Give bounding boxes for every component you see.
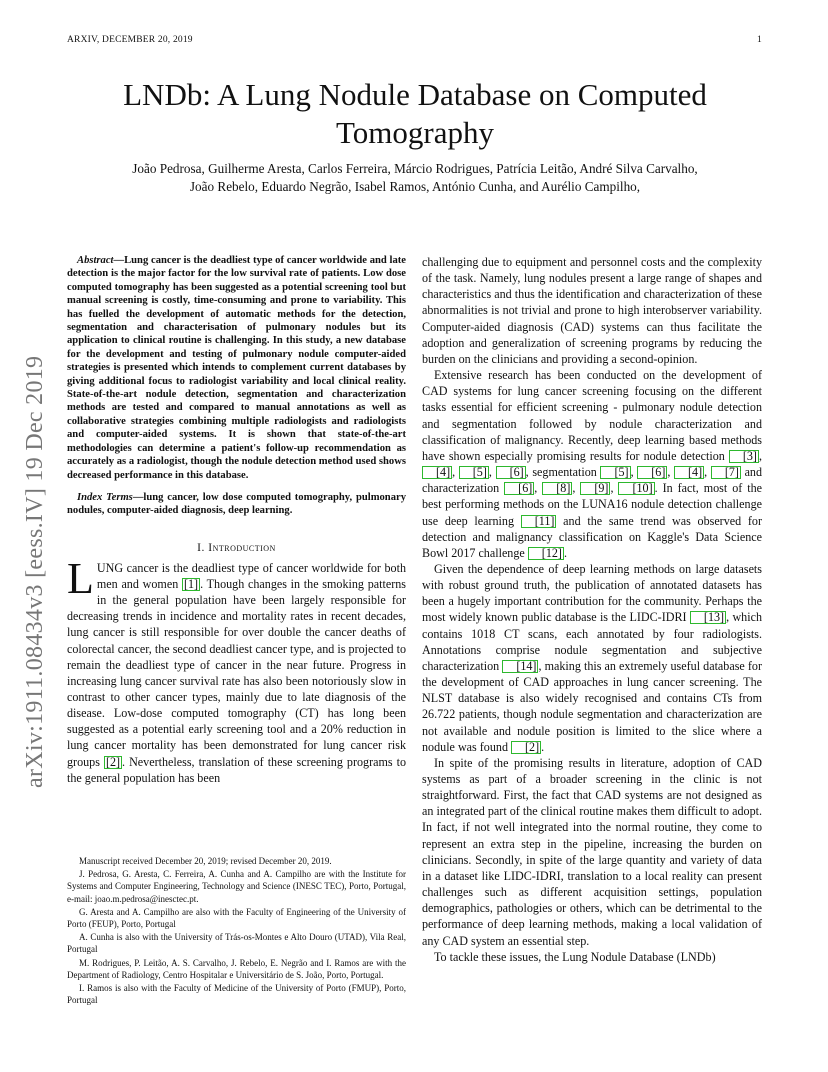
body-text: Given the dependence of deep learning methods on large datasets with robust ground truth, the publication of annotated datasets has been a hugely important contribution for the community. Perhaps the most widely known public database is the LIDC-IDRI <box>422 561 762 625</box>
citation-link[interactable]: [5] <box>600 466 630 479</box>
intro-text-b: . Though changes in the smoking patterns in the general population have been largely responsible for decreasing trends in incidence and mortality rates in recent decades, lung cancer is still responsible for over double the cancer deaths of colorectal cancer, the second deadliest cancer type, and is projected to remain the deadliest type of cancer in the near future. Progress in increasing lung cancer survival rate has also been notoriously slow in contrast to other cancer types, mainly due to late diagnosis of the disease. Low-dose computed tomography (CT) has long been suggested as a potential early screening tool and a 20% reduction in lung cancer mortality has been demonstrated for lung cancer risk groups <box>67 576 406 769</box>
body-text: , segmentation <box>525 465 601 480</box>
body-text: . <box>541 739 545 754</box>
abstract-label: Abstract <box>77 255 114 266</box>
citation-link[interactable]: [4] <box>674 466 704 479</box>
body-text: . <box>563 545 567 560</box>
citation-link[interactable]: [9] <box>580 482 610 495</box>
citation-link[interactable]: [7] <box>711 466 741 479</box>
citation-link[interactable]: [13] <box>690 611 726 624</box>
footnote-affiliation: M. Rodrigues, P. Leitão, A. S. Carvalho, J. Rebelo, E. Negrão and I. Ramos are with the Department of Radiology, Centro Hospitalar e Universitário de S. João, Porto, Portugal. <box>67 957 406 980</box>
index-terms-text: —lung cancer, low dose computed tomography, pulmonary nodules, computer-aided diagnosis, deep learning. <box>67 491 406 517</box>
section-number: I. <box>197 541 205 554</box>
intro-text-a: cancer is the deadliest type of cancer worldwide for both men and women <box>96 560 406 591</box>
abstract <box>67 254 406 482</box>
footnote-affiliation: I. Ramos is also with the Faculty of Medicine of the University of Porto (FMUP), Porto, Portugal <box>67 983 406 1006</box>
footnote-manuscript: Manuscript received December 20, 2019; revised December 20, 2019. <box>79 856 332 866</box>
arxiv-side-identifier: arXiv:1911.08434v3 [eess.IV] 19 Dec 2019 <box>22 355 48 788</box>
left-column <box>67 254 406 786</box>
running-header: ARXIV, DECEMBER 20, 2019 <box>67 35 193 45</box>
body-paragraph <box>422 561 762 755</box>
citation-link[interactable]: [4] <box>422 466 452 479</box>
author-line-1: João Pedrosa, Guilherme Aresta, Carlos Ferreira, Márcio Rodrigues, Patrícia Leitão, André Silva Carvalho, <box>132 161 698 176</box>
intro-text-c: . Nevertheless, translation of these screening programs to the general population has been <box>67 754 406 785</box>
right-column <box>422 254 762 965</box>
body-text: Extensive research has been conducted on the development of CAD systems for lung cancer screening focusing on the different tasks essential for efficient screening - pulmonary nodule detection and segmentation followed by nodule characterization and classification of malignancy. Recently, deep learning based methods have shown especially promising results for nodule detection <box>422 368 762 463</box>
section-title: Introduction <box>208 541 276 554</box>
body-text: , making this an extremely useful database for the development of CAD approaches in lung cancer screening. The NLST database is also widely recognised and contains CTs from 26.722 patients, though nodule segmentation and characterization are not available and nodule position is limited to the slice where a nodule was found <box>422 658 762 754</box>
citation-link[interactable]: [2] <box>105 754 121 769</box>
dropcap-letter: L <box>67 553 94 603</box>
body-text: . In fact, most of the best performing methods on the LUNA16 nodule detection challenge use deep learning <box>422 481 763 528</box>
paper-title: LNDb: A Lung Nodule Database on Computed Tomography <box>123 77 707 150</box>
citation-link[interactable]: [14] <box>502 660 538 673</box>
citation-link[interactable]: [1] <box>183 576 199 591</box>
first-word-rest: UNG <box>96 560 124 575</box>
body-text: , which contains 1018 CT scans, each annotated by four radiologists. Annotations comprise nodule segmentation and subjective characterization <box>422 610 763 673</box>
citation-link[interactable]: [12] <box>528 547 564 560</box>
body-text: and characterization <box>422 465 763 496</box>
footnote-affiliation: G. Aresta and A. Campilho are also with the Faculty of Engineering of the University of Porto (FEUP), Porto, Portugal <box>67 906 406 930</box>
abstract-text: —Lung cancer is the deadliest type of cancer worldwide and late detection is the major factor for the low survival rate of patients. Low dose computed tomography has been suggested as a potential screening tool but manual screening is costly, time-consuming and prone to variability. This has fuelled the development of automatic methods for the detection, segmentation and characterisation of pulmonary nodules but its application to clinical routine is challenging. In this study, a new database for the development and testing of pulmonary nodule computer-aided strategies is presented which intends to complement current databases by giving additional focus to radiologist variability and local clinical reality. State-of-the-art nodule detection, segmentation and characterization methods are tested and compared to manual annotations as well as collaborative strategies combining multiple radiologists and radiologists and computer-aided systems. It is shown that state-of-the-art methodologies can determine a patient's follow-up recommendation as accurately as a radiologist, though the nodule detection method used shows decreased performance in this database. <box>67 255 406 481</box>
body-paragraph: In spite of the promising results in literature, adoption of CAD systems as part of a broader screening in the clinic is not straightforward. First, the fact that CAD systems are not designed as an integrated part of the clinical routine makes them difficult to adopt. In fact, if not well integrated into the normal routine, they come to represent an extra step in the pipeline, increasing the burden on clinicians. Secondly, in spite of the large quantity and variety of data in a dataset like LIDC-IDRI, translation to a local reality can present challenges such as different acquisition settings, population demographics, pathologies or others, which can be detrimental to the performance of deep learning methods, making a local validation of any CAD system an essential step. <box>422 755 762 948</box>
footnote-affiliation: J. Pedrosa, G. Aresta, C. Ferreira, A. Cunha and A. Campilho are with the Institute for Systems and Computer Engineering, Technology and Science (INESC TEC), Porto, Portugal, e-mail: joao.m.pedrosa@inesctec.pt. <box>67 869 406 904</box>
citation-link[interactable]: [10] <box>618 482 654 495</box>
citation-link[interactable]: [3] <box>729 450 759 463</box>
citation-link[interactable]: [6] <box>504 482 534 495</box>
body-paragraph: challenging due to equipment and personnel costs and the complexity of the task. Namely, lung nodules present a large range of shapes and characteristics and thus the identification and characterization of these abnormalities is not trivial and prone to high interobserver variability. Computer-aided diagnosis (CAD) systems can thus facilitate the adoption and generalization of screening programs by reducing the burden on the clinicians and providing a second-opinion. <box>422 255 762 366</box>
body-text: and the same trend was observed for detection and malignancy classification on Kaggle's Data Science Bowl 2017 challenge <box>422 513 762 560</box>
footnote-affiliation: A. Cunha is also with the University of Trás-os-Montes e Alto Douro (UTAD), Vila Real, Portugal <box>67 932 406 955</box>
citation-link[interactable]: [5] <box>459 466 489 479</box>
citation-link[interactable]: [11] <box>521 515 557 528</box>
page-number: 1 <box>757 35 762 45</box>
footnotes <box>67 855 406 1007</box>
citation-link[interactable]: [6] <box>496 466 526 479</box>
body-paragraph: To tackle these issues, the Lung Nodule Database (LNDb) <box>434 949 716 964</box>
index-terms <box>67 491 406 518</box>
citation-link[interactable]: [2] <box>511 741 541 754</box>
body-paragraph: Extensive research has been conducted on the development of CAD systems for lung cancer screening focusing on the different tasks essential for efficient screening - pulmonary nodule detection and segmentation followed by nodule characterization and classification of malignancy. Recently, deep learning based methods have shown especially promising results for nodule detection [3] , [4] , [5] , [6] , segmentation [5] , [6] , [4] , [7] and characterization [6] , [8] , [9] , [10] . In fact, most of the best performing methods on the LUNA16 nodule detection challenge use deep learning [11] and the same trend was observed for detection and malignancy classification on Kaggle's Data Science Bowl 2017 challenge [12] . <box>422 368 763 560</box>
section-heading-introduction <box>67 542 406 554</box>
index-terms-label: Index Terms <box>77 491 133 503</box>
author-line-2: João Rebelo, Eduardo Negrão, Isabel Ramos, António Cunha, and Aurélio Campilho, <box>189 179 641 194</box>
author-list <box>66 160 764 196</box>
intro-paragraph-1 <box>67 553 406 786</box>
citation-link[interactable]: [8] <box>542 482 572 495</box>
citation-link[interactable]: [6] <box>637 466 667 479</box>
